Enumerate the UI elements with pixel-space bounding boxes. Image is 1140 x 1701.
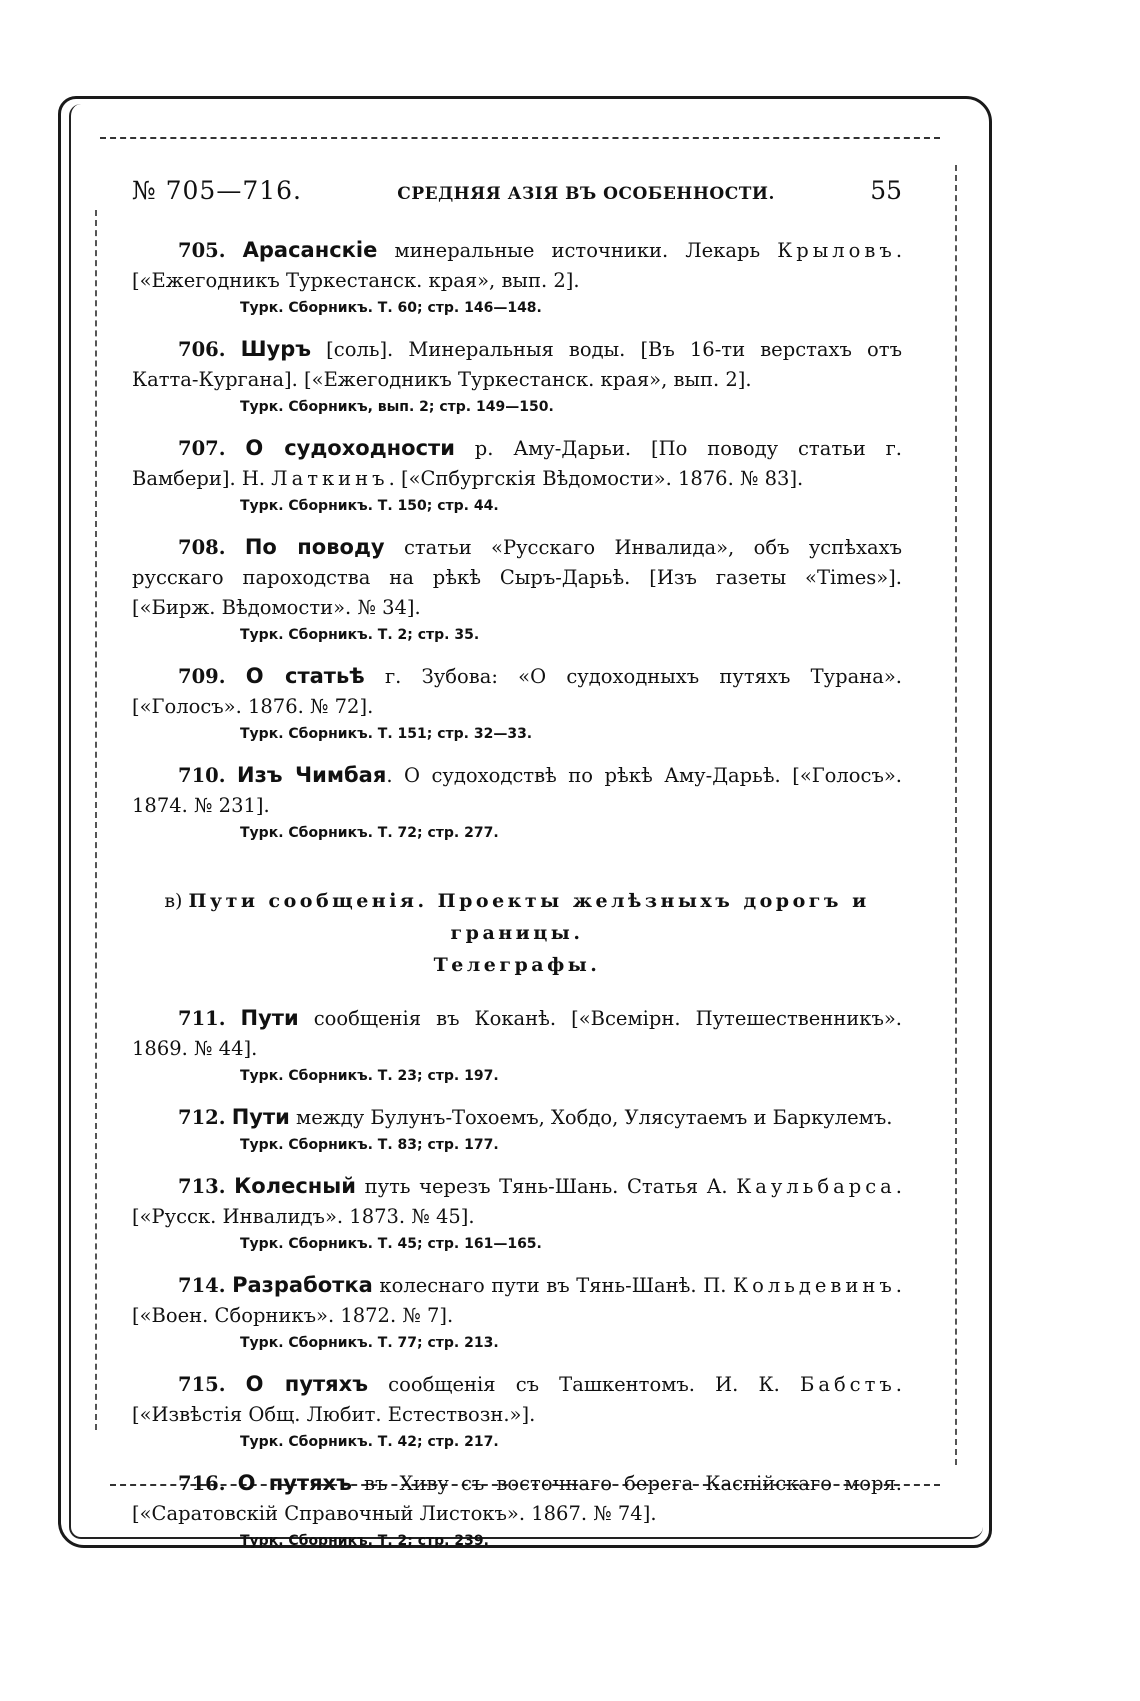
dashed-line-right [955,165,957,1465]
entry-source: Турк. Сборникъ. Т. 2; стр. 239. [240,1533,489,1549]
entry-keyword: Пути [240,1006,299,1030]
entry-source: Турк. Сборникъ. Т. 83; стр. 177. [240,1137,499,1153]
entry-source: Турк. Сборникъ. Т. 72; стр. 277. [240,825,499,841]
section-title-line1: Пути сообщенія. Проекты желѣзныхъ дорогъ и границы. [188,890,870,944]
entry-text [132,1102,902,1133]
section-heading [132,885,902,981]
entry-text [132,1003,902,1064]
page-number: 55 [870,176,902,205]
entry-source: Турк. Сборникъ. Т. 60; стр. 146—148. [240,300,542,316]
dashed-line-top [100,137,940,139]
entry-source: Турк. Сборникъ. Т. 45; стр. 161—165. [240,1236,542,1252]
entry-keyword: Пути [231,1105,290,1129]
entry-tail: . [«Воен. Сборникъ». 1872. № 7]. [132,1274,902,1327]
entry-text [132,760,902,821]
entry-tail: . [«Русск. Инвалидъ». 1873. № 45]. [132,1175,902,1228]
entry-text [132,1171,902,1232]
entry-source: Турк. Сборникъ. Т. 151; стр. 32—33. [240,726,533,742]
bibliography-entry [132,1468,902,1553]
bibliography-entry [132,1102,902,1157]
entry-tail: . [«Ежегодникъ Туркестанск. края», вып. 2]. [132,239,903,292]
entries-list-b [132,1003,902,1553]
entry-source: Турк. Сборникъ. Т. 77; стр. 213. [240,1335,499,1351]
bibliography-entry [132,661,902,746]
entry-number: 711. [178,1007,226,1030]
bibliography-entry [132,1171,902,1256]
entry-keyword: Изъ Чимбая [237,763,387,787]
entry-author: Кольдевинъ [733,1274,896,1297]
entry-source: Турк. Сборникъ. Т. 2; стр. 35. [240,627,480,643]
entry-body: путь черезъ Тянь-Шань. Статья А. [356,1175,737,1198]
entry-text [132,1468,902,1529]
entry-text [132,235,902,296]
bibliography-entry [132,1003,902,1088]
entry-body: въ Хиву съ восточнаго берега Каспійскаго моря. [«Саратовскій Справочный Листокъ». 1867. № 74]. [132,1472,902,1525]
entry-keyword: Арасанскіе [242,238,378,262]
bibliography-entry [132,532,902,647]
entry-keyword: О путяхъ [237,1471,352,1495]
entry-text [132,334,902,395]
entry-number: 706. [178,338,226,361]
entry-body: статьи «Русскаго Инвалида», объ успѣхахъ русскаго пароходства на рѣкѣ Сыръ-Дарьѣ. [Изъ газеты «Times»]. [«Бирж. Вѣдомости». № 34]. [132,536,902,619]
entries-list-a [132,235,902,845]
entry-source: Турк. Сборникъ, вып. 2; стр. 149—150. [240,399,554,415]
entry-text [132,433,902,494]
entry-body: сообщенія въ Коканѣ. [«Всемірн. Путешественникъ». 1869. № 44]. [132,1007,902,1060]
page-content [132,176,902,1567]
entry-number: 712. [178,1106,226,1129]
entry-body: р. Аму-Дарьи. [По поводу статьи г. Вамбери]. Н. [132,437,903,490]
entry-number: 713. [178,1175,226,1198]
entry-number: 705. [178,239,226,262]
entry-author: Бабстъ [799,1373,896,1396]
entry-text [132,1270,902,1331]
entry-keyword: О путяхъ [245,1372,368,1396]
entry-number: 709. [178,665,226,688]
entry-body: . О судоходствѣ по рѣкѣ Аму-Дарьѣ. [«Голосъ». 1874. № 231]. [132,764,902,817]
entry-body: [соль]. Минеральныя воды. [Въ 16-ти верстахъ отъ Катта-Кургана]. [«Ежегодникъ Туркестанск. края», вып. 2]. [132,338,902,391]
section-title-line2: Телеграфы. [433,954,601,976]
entry-keyword: По поводу [244,535,385,559]
entry-number: 714. [178,1274,226,1297]
section-prefix: в) [164,890,189,912]
entry-number: 708. [178,536,226,559]
bibliography-entry [132,433,902,518]
entry-number: 716. [178,1472,226,1495]
entry-number: 715. [178,1373,226,1396]
entry-body: г. Зубова: «О судоходныхъ путяхъ Турана». [«Голосъ». 1876. № 72]. [132,665,902,718]
entry-keyword: Колесный [234,1174,356,1198]
entry-range: № 705—716. [132,176,302,205]
bibliography-entry [132,1270,902,1355]
entry-tail: . [«Спбургскія Вѣдомости». 1876. № 83]. [388,467,804,490]
entry-source: Турк. Сборникъ. Т. 23; стр. 197. [240,1068,499,1084]
entry-body: колеснаго пути въ Тянь-Шанѣ. П. [372,1274,734,1297]
entry-body: сообщенія съ Ташкентомъ. И. К. [368,1373,800,1396]
dashed-line-left [95,210,97,1430]
bibliography-entry [132,235,902,320]
entry-author: Каульбарса [736,1175,896,1198]
entry-author: Крыловъ [777,239,896,262]
entry-tail: . [«Извѣстія Общ. Любит. Естествозн.»]. [132,1373,902,1426]
entry-author: Латкинъ [271,467,389,490]
entry-text [132,1369,902,1430]
running-header [132,176,902,205]
entry-text [132,532,902,623]
entry-number: 710. [178,764,226,787]
bibliography-entry [132,1369,902,1454]
entry-source: Турк. Сборникъ. Т. 42; стр. 217. [240,1434,499,1450]
entry-source: Турк. Сборникъ. Т. 150; стр. 44. [240,498,499,514]
entry-keyword: Шуръ [240,337,312,361]
entry-keyword: О статьѣ [245,664,365,688]
bibliography-entry [132,334,902,419]
entry-keyword: Разработка [232,1273,373,1297]
running-title: СРЕДНЯЯ АЗІЯ ВЪ ОСОБЕННОСТИ. [397,184,775,204]
entry-keyword: О судоходности [245,436,455,460]
entry-body: между Булунъ-Тохоемъ, Хобдо, Улясутаемъ и Баркулемъ. [289,1106,893,1129]
bibliography-entry [132,760,902,845]
entry-body: минеральные источники. Лекарь [377,239,778,262]
entry-text [132,661,902,722]
entry-number: 707. [178,437,226,460]
